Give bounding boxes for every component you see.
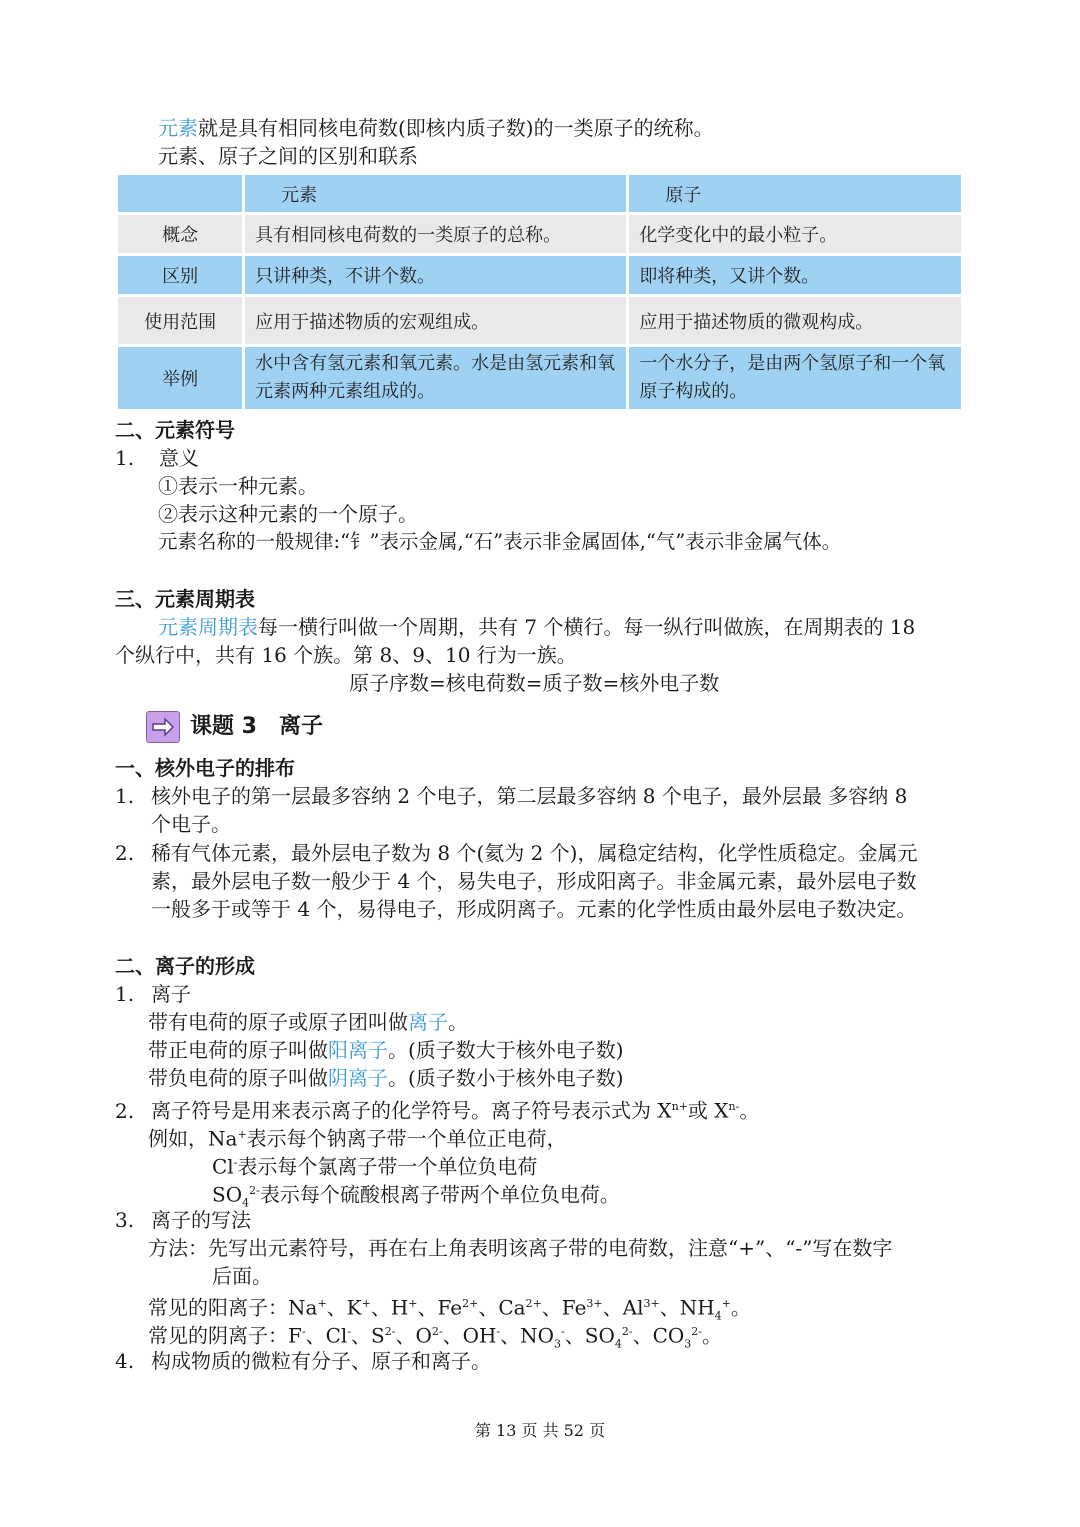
section-heading-electron-arrangement: 一、核外电子的排布	[115, 756, 295, 780]
table-row: 区别 只讲种类，不讲个数。 即将种类，又讲个数。	[118, 256, 961, 294]
comparison-table	[115, 172, 964, 412]
list-item: 4. 构成物质的微粒有分子、原子和离子。	[115, 1349, 491, 1373]
section-heading-element-symbols: 二、元素符号	[115, 418, 235, 442]
table-row: 概念 具有相同核电荷数的一类原子的总称。 化学变化中的最小粒子。	[118, 215, 961, 253]
table-header-row	[118, 175, 961, 212]
compare-title: 元素、原子之间的区别和联系	[158, 144, 418, 168]
term-ion: 离子	[408, 1010, 448, 1034]
term-anion: 阴离子	[328, 1066, 388, 1090]
header-element: 元素	[245, 175, 626, 212]
term-element: 元素	[158, 116, 198, 140]
chapter-title: 课题 3 离子	[146, 709, 323, 745]
example-sodium: 例如，Na+表示每个钠离子带一个单位正电荷，	[148, 1126, 567, 1151]
section-heading-periodic-table: 三、元素周期表	[115, 587, 255, 611]
example-chloride: Cl-表示每个氯离子带一个单位负电荷	[212, 1154, 538, 1179]
table-row: 举例 水中含有氢元素和氧元素。水是由氢元素和氧元素两种元素组成的。 一个水分子，是由两个氢原子和一个氧原子构成的。	[118, 347, 961, 409]
method-line-2: 后面。	[212, 1264, 272, 1288]
periodic-text-line-1: 元素周期表每一横行叫做一个周期，共有 7 个横行。每一纵行叫做族，在周期表的 18	[158, 615, 916, 639]
list-item: 1. 核外电子的第一层最多容纳 2 个电子，第二层最多容纳 8 个电子，最外层最 多容纳 8	[115, 784, 908, 808]
element-definition: 元素就是具有相同核电荷数(即核内质子数)的一类原子的统称。	[158, 116, 714, 140]
term-periodic-table: 元素周期表	[158, 615, 258, 639]
list-item: 1. 意义	[115, 446, 199, 470]
section-heading-ion-formation: 二、离子的形成	[115, 954, 255, 978]
common-cations: 常见的阳离子：Na+、K+、H+、$Fe^{2+}$、$Ca^{2+}$、$Fe^{3+}$、$Al^{3+}$、$NH_4^+$。	[148, 1295, 751, 1323]
common-anions: 常见的阴离子：F-、Cl-、$S^{2-}$、$O^{2-}$、OH-、$NO_3^-$、$SO_4^{2-}$、$CO_3^{2-}$。	[148, 1323, 723, 1351]
cation-definition: 带正电荷的原子叫做阳离子。(质子数大于核外电子数)	[148, 1038, 624, 1062]
meaning-2: ②表示这种元素的一个原子。	[158, 502, 418, 526]
ion-definition: 带有电荷的原子或原子团叫做离子。	[148, 1010, 468, 1034]
table-row: 使用范围 应用于描述物质的宏观组成。 应用于描述物质的微观构成。	[118, 297, 961, 344]
meaning-1: ①表示一种元素。	[158, 474, 318, 498]
header-atom: 原子	[629, 175, 961, 212]
anion-definition: 带负电荷的原子叫做阴离子。(质子数小于核外电子数)	[148, 1066, 624, 1090]
page-number: 第 13 页 共 52 页	[474, 1421, 606, 1440]
term-cation: 阳离子	[328, 1038, 388, 1062]
list-item: 2. 稀有气体元素，最外层电子数为 8 个(氦为 2 个)，属稳定结构，化学性质稳定。金属元	[115, 841, 918, 865]
arrow-right-icon	[146, 711, 180, 743]
list-item: 2. 离子符号是用来表示离子的化学符号。离子符号表示式为 $X^{n+}$或 $X^{n-}$。	[115, 1098, 760, 1123]
document-page: 元素就是具有相同核电荷数(即核内质子数)的一类原子的统称。 元素、原子之间的区别和联系 元素 原子 概念 具有相同核电荷数的一类原子的总称。 化学变化中的最小粒子。 区别 只讲种类，不讲个数。 即将种类，又讲个数。 使用范围 应用于描述物质的宏观组成。 应用于描述物质的微观构成。 举例 水中含有氢元素和氧元素。水是由氢元素和氧元素两种元素组成的。 一个水分子，是由两个氢原子和一个氧原子构成的。 二、元素符号 1. 意义 ①表示一种元素。 ②表示这种元素的一个原子。 元素名称的一般规律:“钅”表示金属,“石”表示非金属固体,“气”表示非金属气体。 三、元素周期表 元素周期表每一横行叫做一个周期，共有 7 个横行。每一纵行叫做族，在周期表的 18 个纵行中，共有 16 个族。第 8、9、10 行为一族。 原子序数=核电荷数=质子数=核外电子数 课题 3 离子 一、核外电子的排布 1. 核外电子的第一层最多容纳 2 个电子，第二层最多容纳 8 个电子，最外层最 多容纳 8 个电子。 2. 稀有气体元素，最外层电子数为 8 个(氦为 2 个)，属稳定结构，化学性质稳定。金属元 素，最外层电子数一般少于 4 个，易失电子，形成阳离子。非金属元素，最外层电子数 一般多于或等于 4 个，易得电子，形成阴离子。元素的化学性质由最外层电子数决定。 二、离子的形成 1. 离子 带有电荷的原子或原子团叫做离子。 带正电荷的原子叫做阳离子。(质子数大于核外电子数) 带负电荷的原子叫做阴离子。(质子数小于核外电子数) 2. 离子符号是用来表示离子的化学符号。离子符号表示式为 $X^{n+}$或 $X^{n-}$。 例如，Na+表示每个钠离子带一个单位正电荷， Cl-表示每个氯离子带一个单位负电荷 $SO_4^{2-}$表示每个硫酸根离子带两个单位负电荷。 3. 离子的写法 方法：先写出元素符号，再在右上角表明该离子带的电荷数，注意“+”、“-”写在数字 后面。 常见的阳离子：Na+、K+、H+、$Fe^{2+}$、$Ca^{2+}$、$Fe^{3+}$、$Al^{3+}$、$NH_4^+$。 常见的阴离子：F-、Cl-、$S^{2-}$、$O^{2-}$、OH-、$NO_3^-$、$SO_4^{2-}$、$CO_3^{2-}$。 4. 构成物质的微粒有分子、原子和离子。 第 13 页 共 52 页	[0, 0, 1080, 1527]
list-item: 3. 离子的写法	[115, 1208, 251, 1232]
method-line-1: 方法：先写出元素符号，再在右上角表明该离子带的电荷数，注意“+”、“-”写在数字	[148, 1236, 893, 1260]
atomic-formula: 原子序数=核电荷数=质子数=核外电子数	[349, 671, 720, 695]
example-sulfate: $SO_4^{2-}$表示每个硫酸根离子带两个单位负电荷。	[212, 1182, 620, 1210]
periodic-text-line-2: 个纵行中，共有 16 个族。第 8、9、10 行为一族。	[115, 643, 577, 667]
naming-rule: 元素名称的一般规律:“钅”表示金属,“石”表示非金属固体,“气”表示非金属气体。	[158, 530, 842, 553]
list-item: 1. 离子	[115, 982, 191, 1006]
